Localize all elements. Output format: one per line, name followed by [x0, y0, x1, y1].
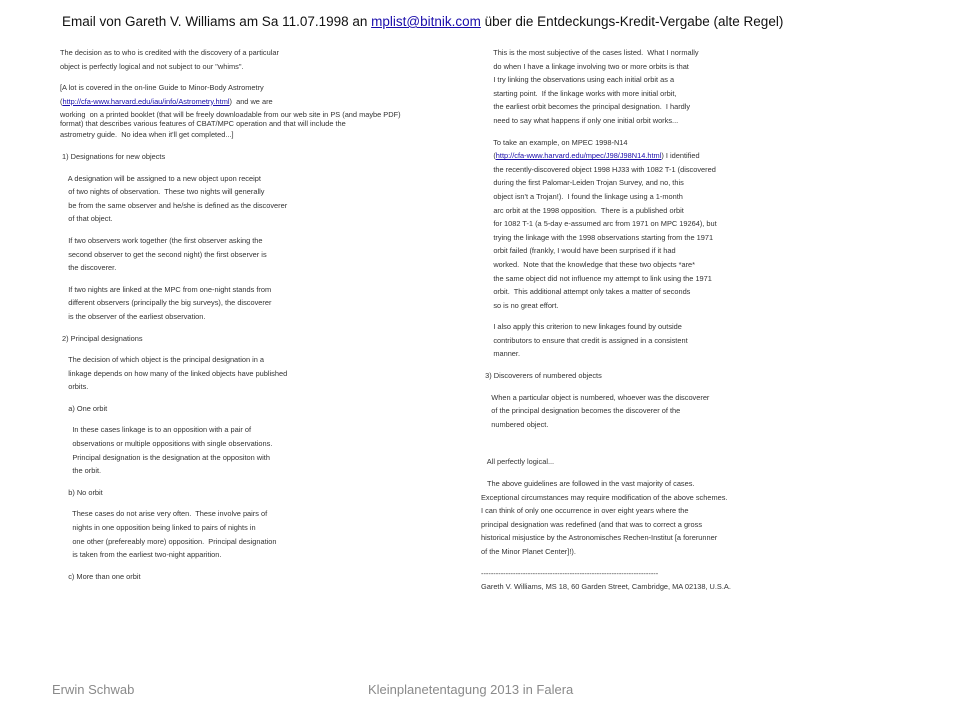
text-line: be from the same observer and he/she is defined as the discoverer	[60, 200, 288, 210]
subsection-heading: c) More than one orbit	[60, 571, 141, 581]
text-line: one other (prefereably more) opposition. Principal designation	[60, 536, 277, 546]
text-line: historical misjustice by the Astronomisches Rechen-Institut [a forerunner	[481, 533, 718, 543]
text-line: If two nights are linked at the MPC from one-night stands from	[60, 284, 272, 294]
text-line: I can think of only one occurrence in over eight years where the	[481, 506, 689, 516]
text-line: the earliest orbit becomes the principal designation. I hardly	[481, 102, 691, 112]
text-line: astrometry guide. No idea when it'll get completed...]	[60, 130, 234, 140]
text-line: the same object did not influence my attempt to link using the 1971	[481, 273, 712, 283]
text-line: is taken from the earliest two-night apparition.	[60, 550, 222, 560]
text-fragment: ) I identified	[661, 151, 700, 161]
text-line: If two observers work together (the first observer asking the	[60, 235, 263, 245]
text-line: [A lot is covered in the on-line Guide to Minor-Body Astrometry	[60, 83, 264, 93]
section-heading: 1) Designations for new objects	[60, 151, 166, 161]
text-line: A designation will be assigned to a new object upon receipt	[60, 173, 261, 183]
text-line: In these cases linkage is to an opposition with a pair of	[60, 425, 252, 435]
text-line: for 1082 T-1 (a 5-day e-assumed arc from 1971 on MPC 19264), but	[481, 219, 717, 229]
text-line: during the first Palomar-Leiden Trojan Survey, and no, this	[481, 178, 684, 188]
text-line: of the principal designation becomes the discoverer of the	[481, 406, 681, 416]
text-line: working on a printed booklet (that will be freely downloadable from our web site in PS (and maybe PDF)	[60, 110, 401, 120]
text-line: The above guidelines are followed in the vast majority of cases.	[481, 479, 695, 489]
text-line	[60, 95, 480, 109]
text-line: arc orbit at the 1998 opposition. There is a published orbit	[481, 205, 684, 215]
text-line: The decision of which object is the principal designation in a	[60, 355, 265, 365]
text-line: All perfectly logical...	[481, 457, 555, 467]
text-line: numbered object.	[481, 419, 549, 429]
footer-author: Erwin Schwab	[52, 682, 135, 697]
right-column	[481, 46, 921, 594]
text-line: principal designation was redefined (and that was to correct a gross	[481, 519, 703, 529]
text-line: This is the most subjective of the cases listed. What I normally	[481, 48, 699, 57]
text-line: need to say what happens if only one initial orbit works...	[481, 115, 679, 125]
text-line: orbit failed (frankly, I would have been surprised if it had	[481, 246, 676, 256]
text-line: These cases do not arise very often. These involve pairs of	[60, 509, 268, 519]
slide-title	[62, 14, 902, 29]
subsection-heading: a) One orbit	[60, 403, 108, 413]
text-line: orbits.	[60, 382, 89, 392]
text-line: To take an example, on MPEC 1998-N14	[481, 137, 628, 147]
text-line: linkage depends on how many of the linked objects have published	[60, 368, 288, 378]
title-prefix: Email von Gareth V. Williams am Sa 11.07.1998 an	[62, 14, 372, 29]
text-line: When a particular object is numbered, whoever was the discoverer	[481, 392, 710, 402]
text-line: object isn't a Trojan!). I found the linkage using a 1-month	[481, 191, 683, 201]
text-fragment: (	[481, 151, 496, 161]
text-line: is the observer of the earliest observation.	[60, 311, 206, 321]
text-line: the discoverer.	[60, 263, 117, 273]
text-line: starting point. If the linkage works with more initial orbit,	[481, 88, 677, 98]
text-line: of that object.	[60, 214, 113, 224]
text-fragment: (	[60, 96, 63, 106]
section-heading: 2) Principal designations	[60, 333, 143, 343]
subsection-heading: b) No orbit	[60, 487, 103, 497]
text-line: so is no great effort.	[481, 300, 559, 310]
text-line: the recently-discovered object 1998 HJ33 with 1082 T-1 (discovered	[481, 164, 716, 174]
text-line: trying the linkage with the 1998 observations starting from the 1971	[481, 232, 714, 242]
astrometry-guide-link[interactable]: http://cfa-www.harvard.edu/iau/info/Astrometry.html	[62, 96, 230, 106]
text-fragment: ) and we are	[229, 96, 273, 106]
text-line: second observer to get the second night) the first observer is	[60, 249, 267, 259]
section-heading: 3) Discoverers of numbered objects	[481, 371, 602, 381]
footer-event: Kleinplanetentagung 2013 in Falera	[368, 682, 574, 697]
text-line: nights in one opposition being linked to pairs of nights in	[60, 523, 256, 533]
text-line	[481, 149, 921, 163]
left-column	[60, 46, 480, 583]
signature: Gareth V. Williams, MS 18, 60 Garden Street, Cambridge, MA 02138, U.S.A.	[481, 582, 731, 592]
mpec-link[interactable]: http://cfa-www.harvard.edu/mpec/J98/J98N14.html	[495, 151, 662, 161]
text-line: different observers (principally the big surveys), the discoverer	[60, 298, 272, 308]
title-suffix: über die Entdeckungs-Kredit-Vergabe (alte Regel)	[480, 14, 784, 29]
text-line: worked. Note that the knowledge that these two objects *are*	[481, 259, 696, 269]
text-line: Principal designation is the designation at the oppositon with	[60, 452, 270, 462]
text-line: orbit. This additional attempt only takes a matter of seconds	[481, 287, 691, 297]
text-line: observations or multiple oppositions with single observations.	[60, 439, 273, 449]
text-line: Exceptional circumstances may require modification of the above schemes.	[481, 492, 728, 502]
text-line: I also apply this criterion to new linkages found by outside	[481, 322, 682, 332]
text-line: The decision as to who is credited with the discovery of a particular	[60, 48, 279, 57]
text-line: of the Minor Planet Center]!).	[481, 547, 576, 556]
text-line: of two nights of observation. These two nights will generally	[60, 187, 265, 197]
text-line: manner.	[481, 349, 521, 359]
text-line: the orbit.	[60, 466, 102, 476]
separator-dashes: ------------------------------------------------------------------------	[481, 568, 659, 578]
text-line: contributors to ensure that credit is assigned in a consistent	[481, 335, 688, 345]
text-line: I try linking the observations using each initial orbit as a	[481, 75, 675, 85]
email-link[interactable]: mplist@bitnik.com	[371, 14, 481, 29]
text-line: do when I have a linkage involving two or more orbits is that	[481, 61, 689, 71]
text-line: object is perfectly logical and not subject to our "whims".	[60, 61, 244, 71]
text-line: format) that describes various features of CBAT/MPC operation and that will include the	[60, 119, 346, 129]
